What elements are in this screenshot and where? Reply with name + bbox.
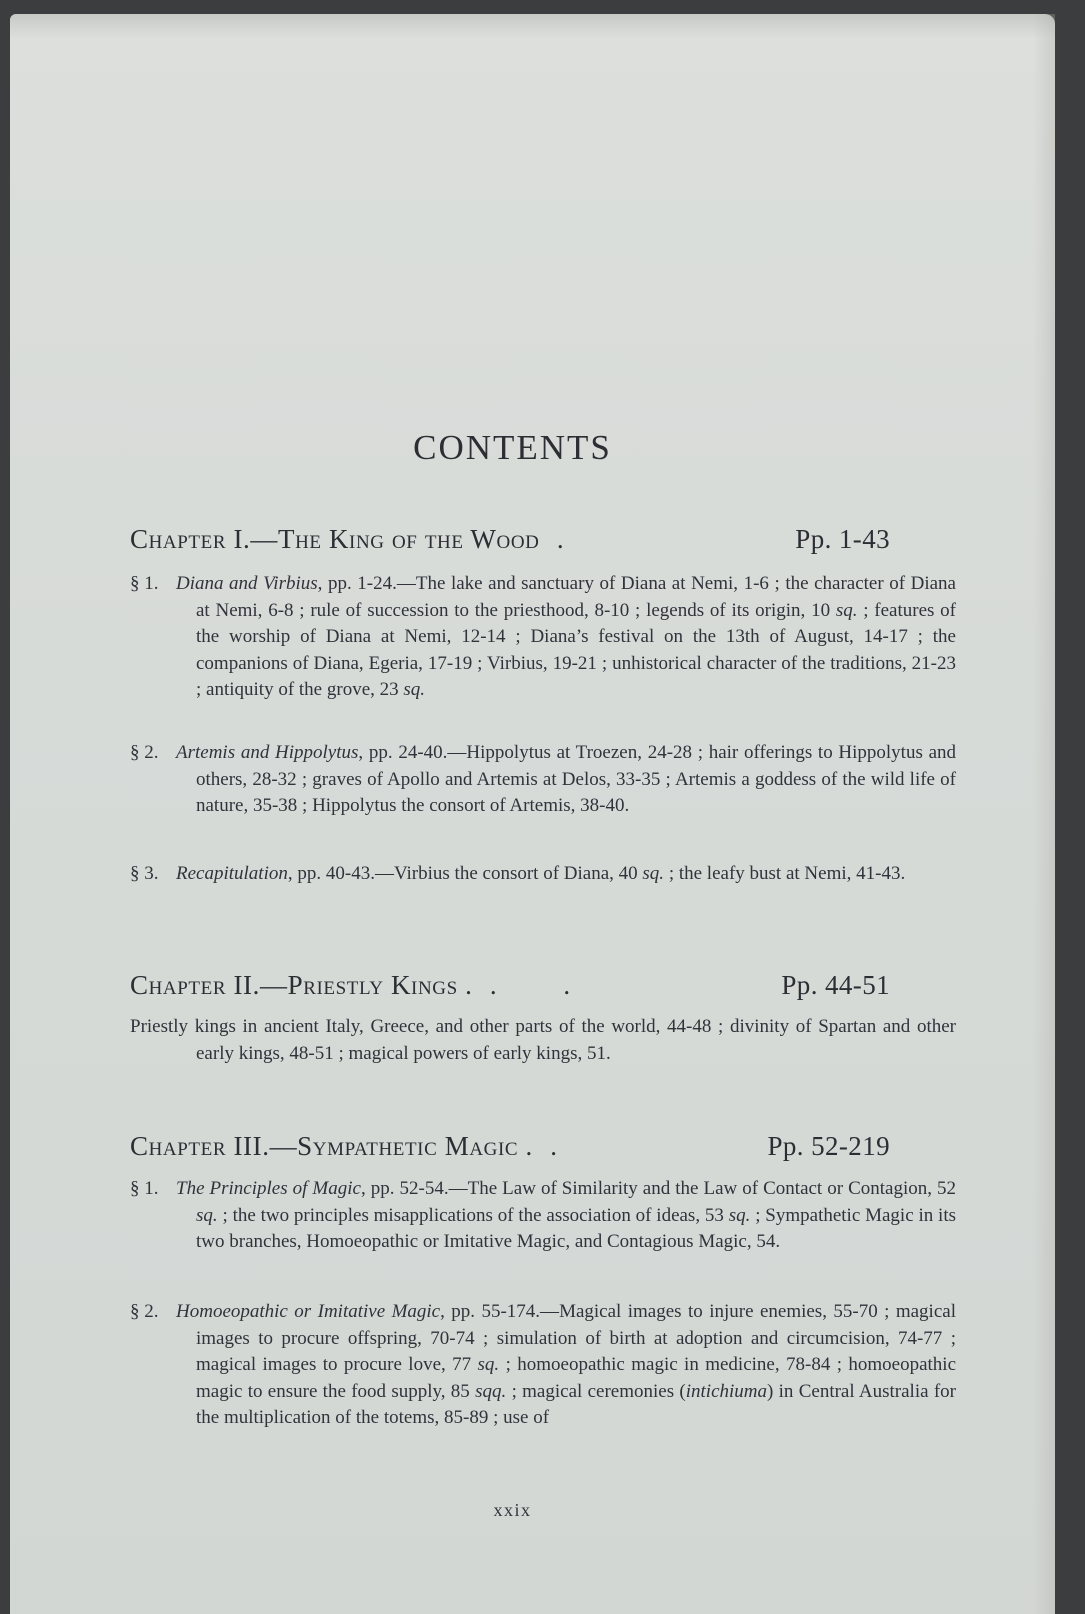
section-3-1 bbox=[130, 1176, 956, 1256]
chapter-title: Chapter III.—Sympathetic Magic . bbox=[130, 1131, 533, 1161]
section-text: ; homoeopathic magic in medicine, 78-84 ; homoeopathic magic to ensure the food supply, 85 bbox=[196, 1354, 957, 1402]
section-text-italic: sqq. bbox=[475, 1380, 507, 1402]
section-2-summary bbox=[130, 1014, 956, 1067]
section-text: Hippolytus at Troezen, 24-28 ; hair offerings to Hippolytus and others, 28-32 ; graves of Apollo and Artemis at Delos, 33-35 ; Artemis a goddess of the wild life of nature, 35-38 ; Hippolytus the consort of Artemis, 38-40. bbox=[196, 742, 957, 816]
section-text-italic: sq. bbox=[196, 1204, 218, 1226]
section-text: The lake and sanctuary of Diana at Nemi, 1-6 ; the character of Diana at Nemi, 6-8 ; rule of succession to the priesthood, 8-10 ; legends of its origin, 10 bbox=[196, 573, 956, 621]
section-text: ; the two principles misapplications of the association of ideas, 53 bbox=[217, 1204, 729, 1226]
chapter-pages: Pp. 1-43 bbox=[795, 524, 890, 554]
chapter-heading-1 bbox=[130, 524, 890, 555]
chapter-pages: Pp. 52-219 bbox=[767, 1131, 890, 1161]
section-pages: , pp. 1-24.— bbox=[317, 573, 416, 594]
page-title: CONTENTS bbox=[413, 428, 612, 467]
section-text: Magical images to injure enemies, 55-70 ; magical images to procure offspring, 70-74 ; simulation of birth at adoption and circumcision, 74-77 ; magical images to procure love, 77 bbox=[196, 1301, 956, 1375]
section-1-2 bbox=[130, 740, 956, 820]
section-heading: Diana and Virbius bbox=[176, 573, 318, 594]
section-pages: , pp. 40-43.— bbox=[287, 863, 394, 884]
section-text-italic: sq. bbox=[835, 599, 858, 621]
chapter-heading-3 bbox=[130, 1131, 890, 1162]
section-number: § 1. bbox=[130, 573, 159, 594]
chapter-heading-2 bbox=[130, 970, 890, 1001]
section-pages: , pp. 24-40.— bbox=[358, 742, 467, 763]
section-number: § 2. bbox=[130, 1301, 159, 1322]
section-text: ; features of the worship of Diana at Nemi, 12-14 ; Diana’s festival on the 13th of August, 14-17 ; the companions of Diana, Egeria, 17-19 ; Virbius, 19-21 ; unhistorical character of the traditions, 21-23 ; antiquity of the grove, 23 bbox=[196, 599, 956, 700]
section-text: Priestly kings in ancient Italy, Greece, and other parts of the world, 44-48 ; divinity of Spartan and other early kings, 48-51 ; magical powers of early kings, 51. bbox=[130, 1016, 956, 1064]
section-pages: , pp. 52-54.— bbox=[360, 1178, 468, 1199]
section-heading: Homoeopathic or Imitative Magic bbox=[176, 1301, 441, 1322]
chapter-pages: Pp. 44-51 bbox=[781, 970, 890, 1000]
section-number: § 3. bbox=[130, 863, 159, 884]
chapter-title: Chapter II.—Priestly Kings . bbox=[130, 970, 473, 1000]
section-text: ; Sympathetic Magic in its two branches, Homoeopathic or Imitative Magic, and Contagious Magic, 54. bbox=[196, 1204, 956, 1252]
section-pages: , pp. 55-174.— bbox=[440, 1301, 560, 1322]
section-text: ) in Central Australia for the multiplication of the totems, 85-89 ; use of bbox=[196, 1380, 956, 1428]
section-text: The Law of Similarity and the Law of Contact or Contagion, 52 bbox=[467, 1178, 957, 1199]
chapter-title: Chapter I.—The King of the Wood bbox=[130, 524, 540, 554]
section-heading: Artemis and Hippolytus bbox=[176, 742, 359, 763]
section-text-italic: sq. bbox=[642, 863, 665, 884]
section-1-1 bbox=[130, 571, 956, 704]
section-heading: Recapitulation bbox=[176, 863, 288, 884]
section-text: ; the leafy bust at Nemi, 41-43. bbox=[664, 863, 906, 884]
section-text: ; magical ceremonies ( bbox=[506, 1380, 686, 1402]
section-text-italic: sq. bbox=[403, 679, 426, 700]
section-text-italic: sq. bbox=[728, 1204, 751, 1226]
section-text-italic: sq. bbox=[477, 1354, 500, 1375]
section-3-2 bbox=[130, 1299, 956, 1432]
section-text: Virbius the consort of Diana, 40 bbox=[393, 863, 643, 884]
section-heading: The Principles of Magic bbox=[176, 1178, 361, 1199]
section-1-3 bbox=[130, 861, 956, 888]
chapter-leader-dots: . bbox=[556, 524, 594, 554]
chapter-leader-dots: . . bbox=[489, 970, 601, 1000]
section-number: § 2. bbox=[130, 742, 159, 763]
page-number: xxix bbox=[493, 1500, 532, 1520]
section-number: § 1. bbox=[130, 1178, 159, 1199]
book-page bbox=[10, 14, 1055, 1614]
chapter-leader-dots: . bbox=[550, 1131, 587, 1161]
section-text-italic: intichiuma bbox=[685, 1380, 768, 1402]
